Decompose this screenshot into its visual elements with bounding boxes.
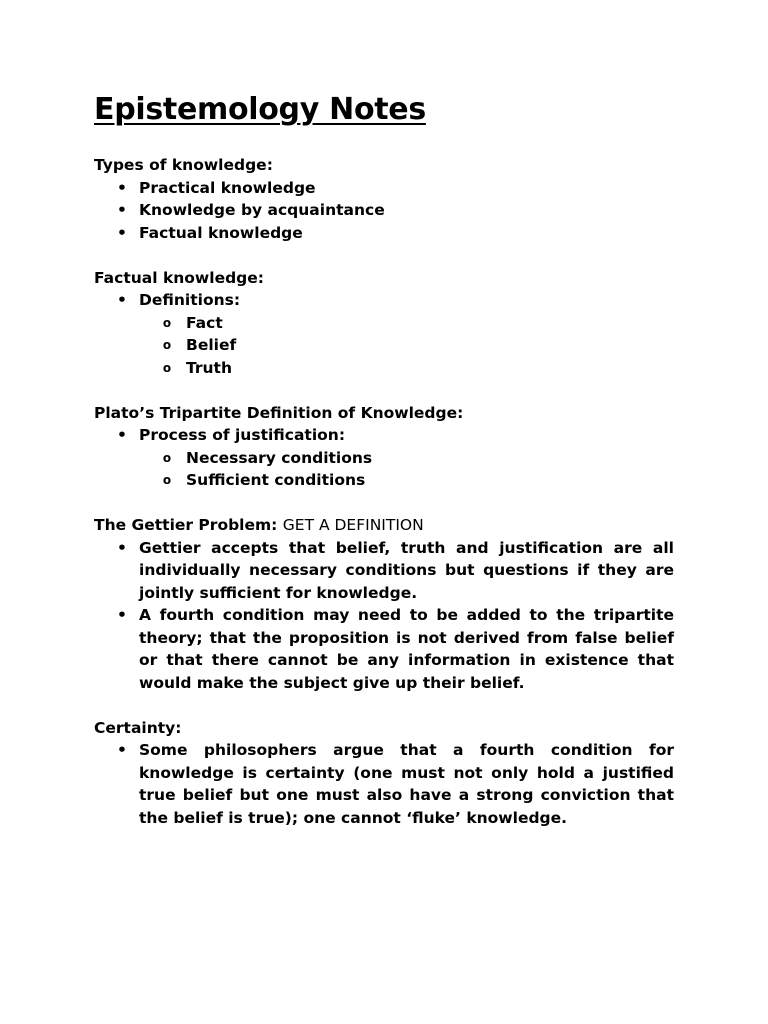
hollow-circle-bullet-icon: o bbox=[162, 360, 172, 375]
sub-list-item-text: Truth bbox=[186, 358, 232, 377]
list-item-text: Knowledge by acquaintance bbox=[139, 201, 385, 219]
list-item bbox=[94, 289, 674, 379]
list-item-text: Some philosophers argue that a fourth condition for knowledge is certainty (one must not only hold a justified true belief but one must also have a strong conviction that the belief is true); one cannot ‘fluke’ knowledge. bbox=[139, 741, 674, 827]
sub-bullet-list bbox=[139, 447, 674, 492]
section-certainty bbox=[94, 717, 674, 830]
bullet-list bbox=[94, 424, 674, 492]
list-item bbox=[94, 222, 674, 245]
bullet-list bbox=[94, 537, 674, 695]
filled-bullet-icon: • bbox=[117, 201, 127, 219]
sub-list-item bbox=[139, 357, 674, 380]
bullet-list bbox=[94, 739, 674, 829]
hollow-circle-bullet-icon: o bbox=[162, 315, 172, 330]
section-heading-text: The Gettier Problem: bbox=[94, 516, 278, 534]
list-item bbox=[94, 604, 674, 694]
list-item bbox=[94, 199, 674, 222]
sub-list-item-text: Sufficient conditions bbox=[186, 471, 366, 489]
list-item bbox=[94, 537, 674, 605]
list-item bbox=[94, 177, 674, 200]
list-item-text: Practical knowledge bbox=[139, 178, 316, 197]
filled-bullet-icon: • bbox=[117, 426, 127, 444]
section-plato-tripartite bbox=[94, 402, 674, 492]
list-item bbox=[94, 424, 674, 492]
bullet-list bbox=[94, 177, 674, 245]
filled-bullet-icon: • bbox=[117, 538, 127, 557]
section-heading bbox=[94, 514, 674, 537]
filled-bullet-icon: • bbox=[117, 178, 127, 197]
list-item bbox=[94, 739, 674, 829]
section-types-of-knowledge bbox=[94, 154, 674, 244]
filled-bullet-icon: • bbox=[117, 606, 127, 624]
sub-list-item bbox=[139, 447, 674, 470]
section-heading: Certainty: bbox=[94, 718, 182, 737]
list-item-text: A fourth condition may need to be added to the tripartite theory; that the proposition is not derived from false belief or that there cannot be any information in existence that would make the subject give up their belief. bbox=[139, 606, 674, 692]
sub-list-item bbox=[139, 312, 674, 335]
section-heading-note: GET A DEFINITION bbox=[282, 516, 424, 534]
section-heading: Factual knowledge: bbox=[94, 268, 264, 287]
bullet-list bbox=[94, 289, 674, 379]
list-item-text: Gettier accepts that belief, truth and justification are all individually necessary conditions but questions if they are jointly sufficient for knowledge. bbox=[139, 538, 674, 602]
sub-list-item bbox=[139, 469, 674, 492]
list-item-text: Definitions: bbox=[139, 291, 241, 309]
section-factual-knowledge bbox=[94, 267, 674, 380]
sub-list-item-text: Belief bbox=[186, 336, 237, 354]
sub-list-item bbox=[139, 334, 674, 357]
list-item-text: Factual knowledge bbox=[139, 223, 303, 242]
list-item-text: Process of justification: bbox=[139, 426, 346, 444]
hollow-circle-bullet-icon: o bbox=[162, 450, 172, 465]
filled-bullet-icon: • bbox=[117, 223, 127, 242]
section-heading: Plato’s Tripartite Definition of Knowledge: bbox=[94, 403, 464, 422]
filled-bullet-icon: • bbox=[117, 741, 127, 759]
document-page bbox=[94, 90, 674, 852]
filled-bullet-icon: • bbox=[117, 291, 127, 309]
sub-list-item-text: Necessary conditions bbox=[186, 448, 373, 467]
sub-list-item-text: Fact bbox=[186, 313, 223, 332]
hollow-circle-bullet-icon: o bbox=[162, 338, 172, 352]
section-heading: Types of knowledge: bbox=[94, 156, 273, 174]
section-gettier-problem bbox=[94, 514, 674, 694]
document-title: Epistemology Notes bbox=[94, 92, 426, 127]
hollow-circle-bullet-icon: o bbox=[162, 473, 172, 487]
sub-bullet-list bbox=[139, 312, 674, 380]
